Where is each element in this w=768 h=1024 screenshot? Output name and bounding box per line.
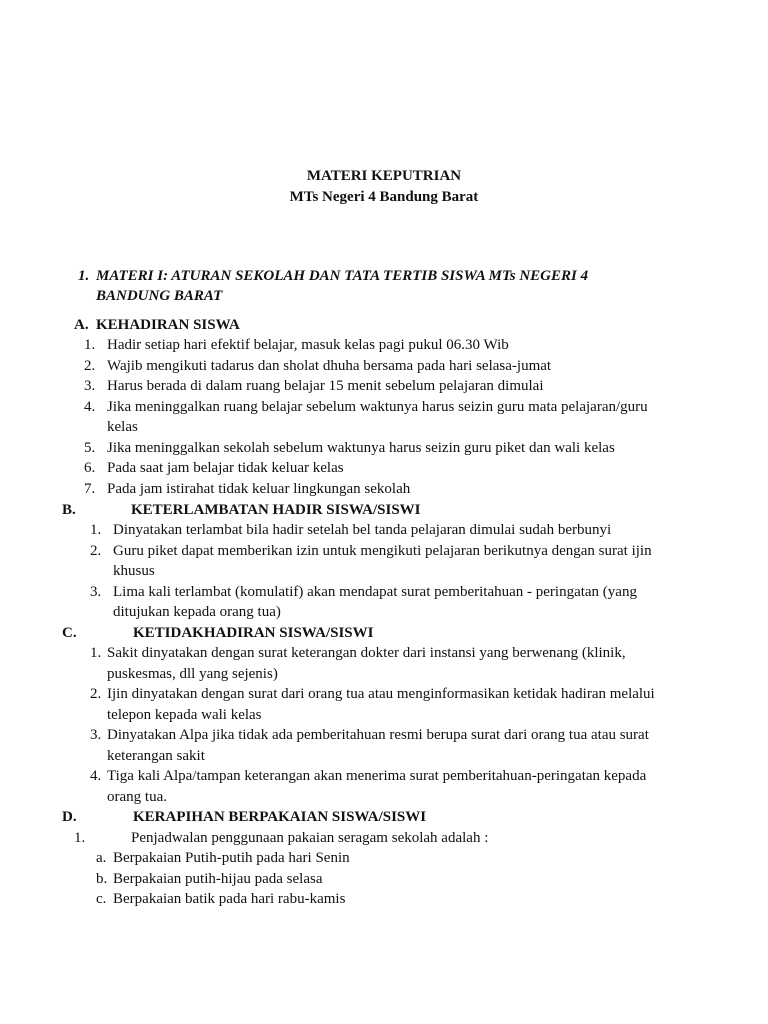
sublist-item-letter: b. [96,871,108,887]
list-item-text: Lima kali terlambat (komulatif) akan mendapat surat pemberitahuan - peringatan (yang [113,584,637,600]
list-item-text-continued: kelas [107,419,138,435]
part-a-heading: KEHADIRAN SISWA [96,317,240,333]
list-item-text: Sakit dinyatakan dengan surat keterangan dokter dari instansi yang berwenang (klinik, [107,645,626,661]
sublist-item-letter: c. [96,891,107,907]
list-item-number: 5. [84,440,96,456]
list-item-number: 7. [84,481,96,497]
list-item-text: Jika meninggalkan sekolah sebelum waktunya harus seizin guru piket dan wali kelas [107,440,615,456]
sublist-item-letter: a. [96,850,107,866]
list-item-number: 1. [90,645,102,661]
list-item-text: Wajib mengikuti tadarus dan sholat dhuha bersama pada hari selasa-jumat [107,358,552,374]
part-d-letter: D. [62,809,77,825]
list-item-text: Ijin dinyatakan dengan surat dari orang tua atau menginformasikan ketidak hadiran melalui [107,686,655,702]
list-item-number: 2. [90,543,102,559]
list-item-text: Guru piket dapat memberikan izin untuk mengikuti pelajaran berikutnya dengan surat ijin [113,543,652,559]
document-title: MATERI KEPUTRIAN [306,168,462,184]
list-item-number: 1. [74,830,86,846]
list-item-text-continued: orang tua. [107,789,167,805]
list-item-text: Jika meninggalkan ruang belajar sebelum waktunya harus seizin guru mata pelajaran/guru [107,399,648,415]
list-item-text-continued: puskesmas, dll yang sejenis) [107,666,278,682]
list-item-text: Penjadwalan penggunaan pakaian seragam sekolah adalah : [131,830,489,846]
part-b-heading: KETERLAMBATAN HADIR SISWA/SISWI [131,502,421,518]
sublist-item-text: Berpakaian batik pada hari rabu-kamis [113,891,346,907]
section-heading-line1: MATERI I: ATURAN SEKOLAH DAN TATA TERTIB SISWA MTs NEGERI 4 [96,268,589,284]
sublist-item-text: Berpakaian putih-hijau pada selasa [113,871,323,887]
part-d-heading: KERAPIHAN BERPAKAIAN SISWA/SISWI [133,809,427,825]
section-number: 1. [78,268,90,284]
list-item-number: 2. [84,358,96,374]
list-item-number: 2. [90,686,102,702]
list-item-text: Pada jam istirahat tidak keluar lingkungan sekolah [107,481,411,497]
part-c-heading: KETIDAKHADIRAN SISWA/SISWI [133,625,374,641]
list-item-text: Pada saat jam belajar tidak keluar kelas [107,460,344,476]
list-item-text-continued: khusus [113,563,155,579]
list-item-text-continued: telepon kepada wali kelas [107,707,262,723]
part-b-letter: B. [62,502,76,518]
list-item-text: Dinyatakan terlambat bila hadir setelah bel tanda pelajaran dimulai sudah berbunyi [113,522,612,538]
list-item-number: 3. [90,584,102,600]
list-item-text: Tiga kali Alpa/tampan keterangan akan menerima surat pemberitahuan-peringatan kepada [107,768,647,784]
list-item-number: 4. [84,399,96,415]
list-item-text-continued: keterangan sakit [107,748,205,764]
list-item-number: 6. [84,460,96,476]
sublist-item-text: Berpakaian Putih-putih pada hari Senin [113,850,350,866]
list-item-text: Dinyatakan Alpa jika tidak ada pemberitahuan resmi berupa surat dari orang tua atau surat [107,727,649,743]
part-c-letter: C. [62,625,77,641]
part-a-letter: A. [74,317,89,333]
document-subtitle: MTs Negeri 4 Bandung Barat [289,189,479,205]
list-item-text: Hadir setiap hari efektif belajar, masuk kelas pagi pukul 06.30 Wib [107,337,509,353]
list-item-number: 1. [84,337,96,353]
list-item-number: 3. [84,378,96,394]
list-item-text-continued: ditujukan kepada orang tua) [113,604,281,620]
list-item-number: 4. [90,768,102,784]
list-item-number: 1. [90,522,102,538]
list-item-number: 3. [90,727,102,743]
section-heading-line2: BANDUNG BARAT [96,288,223,304]
list-item-text: Harus berada di dalam ruang belajar 15 menit sebelum pelajaran dimulai [107,378,544,394]
